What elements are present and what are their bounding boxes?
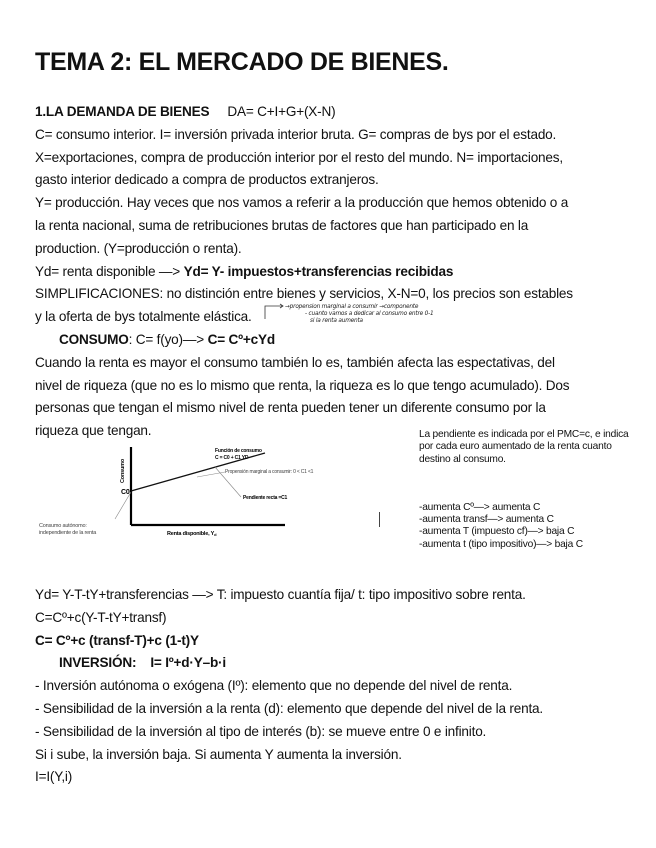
paragraph-line: Y= producción. Hay veces que nos vamos a referir a la producción que hemos obtenido o a bbox=[35, 195, 569, 211]
paragraph-line: - Sensibilidad de la inversión al tipo de interés (b): se mueve entre 0 e infinito. bbox=[35, 723, 487, 739]
consumption-function-graph bbox=[35, 443, 405, 553]
handwritten-note: si la renta aumenta bbox=[310, 318, 363, 325]
effects-list bbox=[419, 502, 639, 551]
yd-formula: Yd= Y- impuestos+transferencias recibidas bbox=[183, 263, 454, 279]
handwritten-bracket-icon bbox=[263, 303, 285, 321]
paragraph-line: nivel de riqueza (que no es lo mismo que renta, la riqueza es lo que tengo acumulado). Dos bbox=[35, 377, 570, 393]
y-axis-label: Consumo bbox=[120, 458, 126, 483]
demand-formula: DA= C+I+G+(X-N) bbox=[227, 104, 336, 119]
inversion-line bbox=[35, 652, 623, 675]
paragraph-line: Cuando la renta es mayor el consumo también lo es, también afecta las espectativas, del bbox=[35, 354, 555, 370]
paragraph-line: - Inversión autónoma o exógena (Iº): elemento que no depende del nivel de renta. bbox=[35, 678, 513, 694]
consumption-final-formula: C= Cº+c (transf-T)+c (1-t)Y bbox=[35, 632, 199, 648]
list-item: -aumenta Cº—> aumenta C bbox=[419, 501, 541, 513]
paragraph-line: production. (Y=producción o renta). bbox=[35, 240, 242, 256]
consumo-function: : C= f(yo)—> bbox=[128, 331, 208, 347]
inversion-label: INVERSIÓN: bbox=[59, 655, 137, 671]
paragraph-line: la renta nacional, suma de retribuciones brutas de factores que han participado en la bbox=[35, 217, 529, 233]
paragraph-line: C= consumo interior. I= inversión privada interior bruta. G= compras de bys por el estado. bbox=[35, 126, 557, 142]
paragraph-line: Yd= Y-T-tY+transferencias —> T: impuesto cuantía fija/ t: tipo impositivo sobre renta. bbox=[35, 587, 526, 602]
text-cursor bbox=[379, 512, 380, 527]
page-title: TEMA 2: EL MERCADO DE BIENES. bbox=[35, 48, 449, 76]
paragraph-line: personas que tengan el mismo nivel de renta pueden tener un diferente consumo por la bbox=[35, 400, 546, 416]
handwritten-note: - cuanto vamos a dedicar al consumo entre 0-1 bbox=[305, 311, 434, 318]
consumo-line bbox=[35, 329, 623, 352]
autonomo-label: independiente de la renta bbox=[39, 529, 97, 536]
paragraph-line: - Sensibilidad de la inversión a la renta (d): elemento que depende del nivel de la renta. bbox=[35, 700, 543, 716]
paragraph-line: I=I(Y,i) bbox=[35, 769, 73, 785]
paragraph-line: riqueza que tengan. bbox=[35, 423, 152, 439]
leader-line bbox=[115, 492, 131, 519]
propension-label: Propensión marginal a consumir: 0 < C1 <1 bbox=[225, 468, 314, 475]
body-text bbox=[35, 101, 629, 583]
disposable-income-line bbox=[35, 261, 623, 284]
paragraph-line: C=Cº+c(Y-T-tY+transf) bbox=[35, 609, 167, 625]
autonomo-label: Consumo autónomo: bbox=[39, 522, 87, 529]
c0-label: C0 bbox=[121, 488, 130, 496]
x-axis-label: Renta disponible, Yd bbox=[167, 530, 217, 537]
paragraph-line: X=exportaciones, compra de producción interior por el resto del mundo. N= importaciones, bbox=[35, 149, 563, 165]
lower-text bbox=[35, 584, 623, 789]
pendiente-label: Pendiente recta =C1 bbox=[243, 494, 288, 501]
paragraph-line-annotated bbox=[35, 306, 623, 329]
list-item: -aumenta T (impuesto cf)—> baja C bbox=[419, 526, 575, 538]
inversion-formula: I= Iº+d·Y–b·i bbox=[150, 655, 226, 671]
demand-heading-line bbox=[35, 101, 623, 124]
consumo-label: CONSUMO bbox=[59, 331, 129, 347]
paragraph-text: y la oferta de bys totalmente elástica. bbox=[35, 309, 252, 325]
paragraph-line: SIMPLIFICACIONES: no distinción entre bienes y servicios, X-N=0, los precios son estables bbox=[35, 286, 573, 302]
list-item: -aumenta transf—> aumenta C bbox=[419, 514, 554, 526]
list-item: -aumenta t (tipo impositivo)—> baja C bbox=[419, 538, 583, 550]
consumo-formula: C= Cº+cYd bbox=[207, 331, 275, 347]
function-title: Función de consumo bbox=[215, 447, 262, 454]
paragraph-line: Si i sube, la inversión baja. Si aumenta Y aumenta la inversión. bbox=[35, 746, 402, 762]
side-note: La pendiente es indicada por el PMC=c, e indica por cada euro aumentado de la renta cuanto destino al consumo. bbox=[419, 428, 629, 465]
function-formula: C = C0 + C1 YD bbox=[215, 454, 249, 461]
section-heading: 1.LA DEMANDA DE BIENES bbox=[35, 104, 210, 119]
paragraph-line: gasto interior dedicado a compra de productos extranjeros. bbox=[35, 172, 379, 188]
yd-definition: Yd= renta disponible —> bbox=[35, 263, 184, 279]
handwritten-note: →propension marginal a consumir →componente bbox=[285, 304, 419, 311]
leader-line bbox=[197, 472, 225, 477]
